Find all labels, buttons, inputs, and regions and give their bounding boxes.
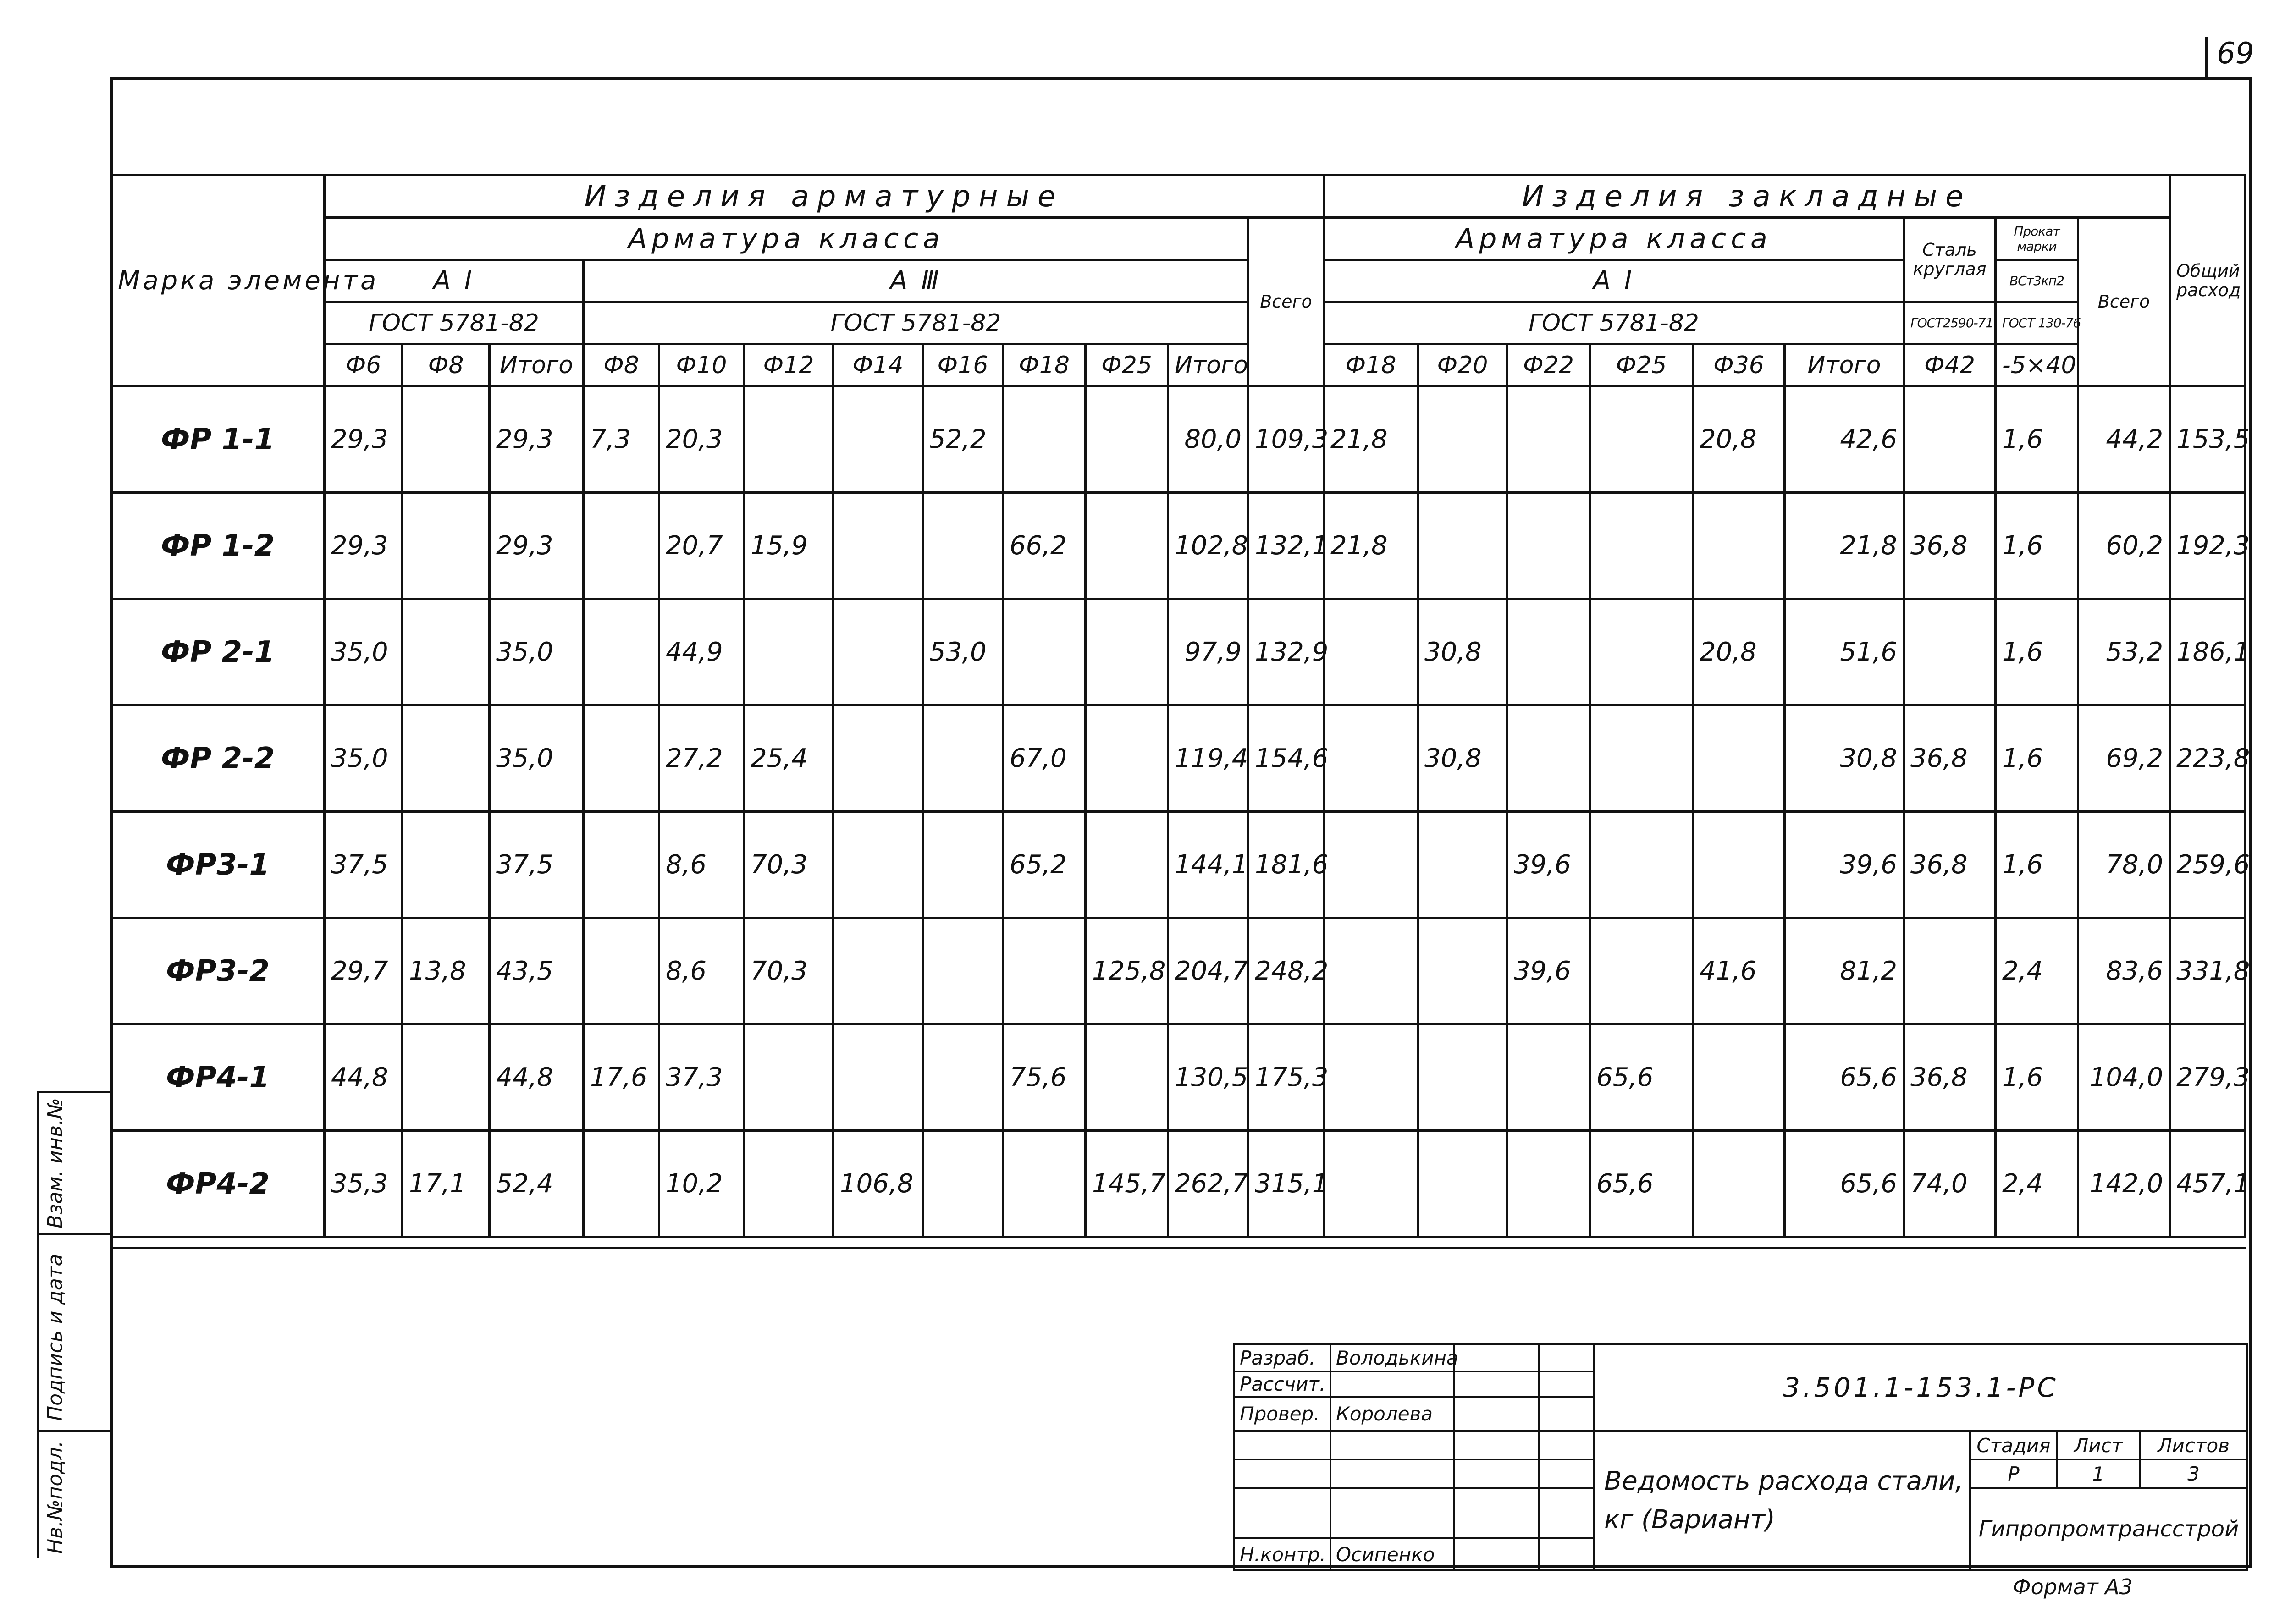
signature-cell <box>1454 1431 1539 1459</box>
element-mark: ФР4-2 <box>111 1131 325 1237</box>
value-cell: 44,2 <box>2078 386 2170 493</box>
value-cell: 109,3 <box>1248 386 1324 493</box>
value-cell <box>1693 812 1785 918</box>
value-cell: 8,6 <box>659 918 744 1024</box>
value-cell: 457,1 <box>2170 1131 2246 1237</box>
table-row <box>111 812 2246 918</box>
gost-a3: ГОСТ 5781-82 <box>584 302 1248 344</box>
element-mark: ФР 1-1 <box>111 386 325 493</box>
value-cell: 37,5 <box>325 812 403 918</box>
value-cell: 20,7 <box>659 493 744 599</box>
value-cell: 65,6 <box>1785 1131 1904 1237</box>
value-cell <box>403 1024 490 1131</box>
value-cell: 106,8 <box>833 1131 923 1237</box>
value-cell <box>1693 705 1785 812</box>
name-cell: Володькина <box>1330 1344 1454 1371</box>
value-cell: 13,8 <box>403 918 490 1024</box>
value-cell <box>1086 493 1168 599</box>
name-cell <box>1330 1431 1454 1459</box>
signature-cell <box>1454 1459 1539 1488</box>
date-cell <box>1539 1459 1594 1488</box>
value-cell <box>833 812 923 918</box>
value-cell: 52,4 <box>490 1131 584 1237</box>
value-cell <box>1590 386 1693 493</box>
value-cell: 1,6 <box>1996 705 2078 812</box>
steel-consumption-table <box>110 174 2250 1238</box>
value-cell: 80,0 <box>1168 386 1248 493</box>
value-cell: 132,1 <box>1248 493 1324 599</box>
value-cell: 51,6 <box>1785 599 1904 705</box>
diam-header: Ф8 <box>584 344 659 386</box>
value-cell <box>1904 918 1996 1024</box>
value-cell: 20,8 <box>1693 599 1785 705</box>
value-cell: 30,8 <box>1418 599 1507 705</box>
value-cell: 39,6 <box>1507 812 1590 918</box>
value-cell: 42,6 <box>1785 386 1904 493</box>
value-cell: 7,3 <box>584 386 659 493</box>
value-cell <box>1904 599 1996 705</box>
value-cell <box>1324 1024 1418 1131</box>
value-cell <box>584 493 659 599</box>
role-cell: Провер. <box>1234 1397 1330 1431</box>
element-mark: ФР 2-1 <box>111 599 325 705</box>
signature-cell <box>1454 1344 1539 1371</box>
value-cell <box>1086 386 1168 493</box>
value-cell <box>1086 1024 1168 1131</box>
embedded-class-header: Арматура класса <box>1324 218 1904 260</box>
value-cell <box>403 812 490 918</box>
value-cell <box>1418 812 1507 918</box>
value-cell: 1,6 <box>1996 386 2078 493</box>
rolled-gost: ГОСТ 130-76 <box>1996 302 2078 344</box>
value-cell <box>1418 493 1507 599</box>
diam-header: Ф16 <box>923 344 1003 386</box>
value-cell: 83,6 <box>2078 918 2170 1024</box>
value-cell: 35,0 <box>325 705 403 812</box>
value-cell: 132,9 <box>1248 599 1324 705</box>
value-cell: 175,3 <box>1248 1024 1324 1131</box>
value-cell <box>584 705 659 812</box>
value-cell: 37,5 <box>490 812 584 918</box>
value-cell: 1,6 <box>1996 599 2078 705</box>
value-cell <box>833 386 923 493</box>
table-row <box>111 386 2246 493</box>
diam-header: Ф20 <box>1418 344 1507 386</box>
name-cell <box>1330 1488 1454 1538</box>
value-cell <box>403 493 490 599</box>
original-inventory-label: Нв.№подл. <box>44 1441 67 1554</box>
name-cell <box>1330 1459 1454 1488</box>
value-cell <box>1590 493 1693 599</box>
value-cell: 192,3 <box>2170 493 2246 599</box>
value-cell <box>1086 599 1168 705</box>
value-cell <box>1324 599 1418 705</box>
signature-cell <box>1454 1371 1539 1397</box>
sheets-value: 3 <box>2140 1459 2247 1488</box>
value-cell <box>833 705 923 812</box>
value-cell <box>1693 493 1785 599</box>
value-cell: 53,0 <box>923 599 1003 705</box>
signature-cell <box>1454 1488 1539 1538</box>
value-cell: 60,2 <box>2078 493 2170 599</box>
diam-header: Ф8 <box>403 344 490 386</box>
name-cell <box>1330 1371 1454 1397</box>
value-cell <box>1086 812 1168 918</box>
value-cell: 29,3 <box>490 386 584 493</box>
date-cell <box>1539 1344 1594 1371</box>
table-row <box>111 1131 2246 1237</box>
value-cell <box>1418 1131 1507 1237</box>
value-cell <box>1507 1131 1590 1237</box>
page-number-divider <box>2205 37 2208 78</box>
value-cell <box>744 1024 833 1131</box>
round-steel-gost: ГОСТ2590-71 <box>1904 302 1996 344</box>
value-cell <box>1507 705 1590 812</box>
title-block <box>1233 1343 2248 1571</box>
element-mark: ФР 1-2 <box>111 493 325 599</box>
sheet-value: 1 <box>2057 1459 2140 1488</box>
diam-header: Ф10 <box>659 344 744 386</box>
class-a1-header: A I <box>325 260 584 302</box>
side-stamp-rule <box>37 1091 110 1093</box>
value-cell: 97,9 <box>1168 599 1248 705</box>
value-cell: 37,3 <box>659 1024 744 1131</box>
value-cell: 75,6 <box>1003 1024 1086 1131</box>
sheets-label: Листов <box>2140 1431 2247 1459</box>
value-cell: 21,8 <box>1324 493 1418 599</box>
value-cell: 36,8 <box>1904 1024 1996 1131</box>
name-cell: Королева <box>1330 1397 1454 1431</box>
date-cell <box>1539 1538 1594 1570</box>
value-cell: 248,2 <box>1248 918 1324 1024</box>
value-cell: 1,6 <box>1996 812 2078 918</box>
value-cell: 70,3 <box>744 918 833 1024</box>
value-cell: 104,0 <box>2078 1024 2170 1131</box>
value-cell: 186,1 <box>2170 599 2246 705</box>
value-cell <box>833 493 923 599</box>
value-cell <box>1003 599 1086 705</box>
value-cell: 65,2 <box>1003 812 1086 918</box>
value-cell: 27,2 <box>659 705 744 812</box>
value-cell: 29,3 <box>490 493 584 599</box>
role-cell: Рассчит. <box>1234 1371 1330 1397</box>
value-cell <box>1590 812 1693 918</box>
diam-header: Итого <box>1785 344 1904 386</box>
replaced-inventory-label: Взам. инв.№ <box>44 1098 67 1228</box>
gost-a1: ГОСТ 5781-82 <box>325 302 584 344</box>
table-row <box>111 1024 2246 1131</box>
value-cell: 125,8 <box>1086 918 1168 1024</box>
sheet-title: Ведомость расхода стали, кг (Вариант) <box>1594 1431 1970 1570</box>
value-cell: 39,6 <box>1507 918 1590 1024</box>
value-cell: 262,7 <box>1168 1131 1248 1237</box>
side-stamp-rule <box>37 1233 110 1235</box>
element-mark: ФР3-1 <box>111 812 325 918</box>
value-cell: 17,1 <box>403 1131 490 1237</box>
value-cell <box>1507 493 1590 599</box>
value-cell: 154,6 <box>1248 705 1324 812</box>
value-cell: 36,8 <box>1904 812 1996 918</box>
diam-header: Итого <box>490 344 584 386</box>
role-cell <box>1234 1431 1330 1459</box>
value-cell <box>403 599 490 705</box>
value-cell: 65,6 <box>1590 1024 1693 1131</box>
value-cell <box>1693 1131 1785 1237</box>
embedded-class-a1-header: A I <box>1324 260 1904 302</box>
diam-header: Ф12 <box>744 344 833 386</box>
diam-header: Ф25 <box>1086 344 1168 386</box>
value-cell <box>1324 812 1418 918</box>
data-rows <box>111 386 2250 1237</box>
value-cell: 142,0 <box>2078 1131 2170 1237</box>
diam-header: Ф6 <box>325 344 403 386</box>
role-cell <box>1234 1488 1330 1538</box>
diam-header: Ф22 <box>1507 344 1590 386</box>
round-steel-header: Сталь круглая <box>1904 218 1996 302</box>
value-cell: 67,0 <box>1003 705 1086 812</box>
value-cell: 36,8 <box>1904 493 1996 599</box>
table-bottom-rule <box>110 1247 2246 1249</box>
diam-header: -5×40 <box>1996 344 2078 386</box>
stage-label: Стадия <box>1970 1431 2057 1459</box>
value-cell: 53,2 <box>2078 599 2170 705</box>
value-cell <box>403 386 490 493</box>
value-cell <box>923 918 1003 1024</box>
diam-header: Ф42 <box>1904 344 1996 386</box>
value-cell <box>923 705 1003 812</box>
value-cell: 44,8 <box>325 1024 403 1131</box>
value-cell: 30,8 <box>1785 705 1904 812</box>
role-cell: Н.контр. <box>1234 1538 1330 1570</box>
side-stamp-rule <box>37 1430 110 1432</box>
value-cell: 25,4 <box>744 705 833 812</box>
value-cell <box>1590 918 1693 1024</box>
embedded-products-header: Изделия закладные <box>1324 176 2170 218</box>
value-cell: 65,6 <box>1590 1131 1693 1237</box>
table-row <box>111 705 2246 812</box>
value-cell: 52,2 <box>923 386 1003 493</box>
value-cell: 315,1 <box>1248 1131 1324 1237</box>
value-cell <box>1590 705 1693 812</box>
value-cell <box>1003 386 1086 493</box>
rolled-header: Прокат марки <box>1996 218 2078 260</box>
value-cell <box>923 812 1003 918</box>
value-cell: 331,8 <box>2170 918 2246 1024</box>
value-cell <box>584 918 659 1024</box>
value-cell: 35,0 <box>490 705 584 812</box>
value-cell <box>744 386 833 493</box>
value-cell <box>1507 386 1590 493</box>
table-row <box>111 493 2246 599</box>
side-stamp-border <box>37 1091 39 1558</box>
diam-header: Ф18 <box>1324 344 1418 386</box>
value-cell <box>584 599 659 705</box>
value-cell <box>923 493 1003 599</box>
value-cell: 35,0 <box>490 599 584 705</box>
value-cell <box>1324 1131 1418 1237</box>
value-cell: 204,7 <box>1168 918 1248 1024</box>
value-cell <box>1507 599 1590 705</box>
value-cell: 35,3 <box>325 1131 403 1237</box>
sheet-label: Лист <box>2057 1431 2140 1459</box>
value-cell: 35,0 <box>325 599 403 705</box>
value-cell: 17,6 <box>584 1024 659 1131</box>
value-cell <box>584 812 659 918</box>
value-cell: 44,9 <box>659 599 744 705</box>
value-cell: 20,3 <box>659 386 744 493</box>
role-cell <box>1234 1459 1330 1488</box>
element-mark: ФР3-2 <box>111 918 325 1024</box>
element-mark: ФР4-1 <box>111 1024 325 1131</box>
date-cell <box>1539 1488 1594 1538</box>
date-cell <box>1539 1371 1594 1397</box>
value-cell: 8,6 <box>659 812 744 918</box>
value-cell: 259,6 <box>2170 812 2246 918</box>
date-cell <box>1539 1431 1594 1459</box>
value-cell: 279,3 <box>2170 1024 2246 1131</box>
rebar-class-header: Арматура класса <box>325 218 1248 260</box>
element-mark: ФР 2-2 <box>111 705 325 812</box>
value-cell: 15,9 <box>744 493 833 599</box>
value-cell: 1,6 <box>1996 493 2078 599</box>
diam-header: Ф25 <box>1590 344 1693 386</box>
role-cell: Разраб. <box>1234 1344 1330 1371</box>
side-stamp <box>37 1091 110 1558</box>
value-cell <box>584 1131 659 1237</box>
rolled-grade: ВСт3кп2 <box>1996 260 2078 302</box>
value-cell: 1,6 <box>1996 1024 2078 1131</box>
gost-embedded: ГОСТ 5781-82 <box>1324 302 1904 344</box>
value-cell: 66,2 <box>1003 493 1086 599</box>
rebar-products-header: Изделия арматурные <box>325 176 1324 218</box>
value-cell <box>1418 1024 1507 1131</box>
diam-header: Итого <box>1168 344 1248 386</box>
value-cell <box>1418 386 1507 493</box>
value-cell: 223,8 <box>2170 705 2246 812</box>
overall-header: Общий расход <box>2170 176 2246 386</box>
signature-date-label: Подпись и дата <box>44 1254 67 1421</box>
page-number: 69 <box>2217 37 2254 71</box>
value-cell: 41,6 <box>1693 918 1785 1024</box>
value-cell: 69,2 <box>2078 705 2170 812</box>
diam-header: Ф14 <box>833 344 923 386</box>
diam-header: Ф18 <box>1003 344 1086 386</box>
organization: Гипропромтрансстрой <box>1970 1488 2247 1570</box>
value-cell: 29,3 <box>325 386 403 493</box>
value-cell: 30,8 <box>1418 705 1507 812</box>
diam-header: Ф36 <box>1693 344 1785 386</box>
value-cell <box>1324 918 1418 1024</box>
value-cell: 74,0 <box>1904 1131 1996 1237</box>
date-cell <box>1539 1397 1594 1431</box>
value-cell <box>833 918 923 1024</box>
name-cell: Осипенко <box>1330 1538 1454 1570</box>
value-cell <box>1324 705 1418 812</box>
mark-header: Марка элемента <box>111 176 325 386</box>
value-cell: 70,3 <box>744 812 833 918</box>
value-cell <box>744 1131 833 1237</box>
value-cell: 21,8 <box>1785 493 1904 599</box>
value-cell: 39,6 <box>1785 812 1904 918</box>
value-cell: 29,3 <box>325 493 403 599</box>
value-cell <box>1507 1024 1590 1131</box>
value-cell: 44,8 <box>490 1024 584 1131</box>
value-cell <box>1418 918 1507 1024</box>
value-cell: 2,4 <box>1996 918 2078 1024</box>
value-cell: 65,6 <box>1785 1024 1904 1131</box>
value-cell: 29,7 <box>325 918 403 1024</box>
value-cell: 144,1 <box>1168 812 1248 918</box>
signature-cell <box>1454 1538 1539 1570</box>
value-cell: 153,5 <box>2170 386 2246 493</box>
value-cell: 21,8 <box>1324 386 1418 493</box>
value-cell <box>923 1024 1003 1131</box>
value-cell: 130,5 <box>1168 1024 1248 1131</box>
stage-value: Р <box>1970 1459 2057 1488</box>
value-cell <box>1693 1024 1785 1131</box>
value-cell <box>1904 386 1996 493</box>
value-cell: 78,0 <box>2078 812 2170 918</box>
document-code: 3.501.1-153.1-РС <box>1594 1344 2247 1431</box>
value-cell: 43,5 <box>490 918 584 1024</box>
value-cell: 102,8 <box>1168 493 1248 599</box>
value-cell <box>833 599 923 705</box>
value-cell <box>1003 918 1086 1024</box>
value-cell: 119,4 <box>1168 705 1248 812</box>
value-cell: 81,2 <box>1785 918 1904 1024</box>
value-cell <box>833 1024 923 1131</box>
signature-cell <box>1454 1397 1539 1431</box>
class-a3-header: A Ⅲ <box>584 260 1248 302</box>
table-row <box>111 599 2246 705</box>
value-cell <box>923 1131 1003 1237</box>
value-cell: 20,8 <box>1693 386 1785 493</box>
table-row <box>111 918 2246 1024</box>
value-cell: 2,4 <box>1996 1131 2078 1237</box>
value-cell: 10,2 <box>659 1131 744 1237</box>
value-cell <box>1590 599 1693 705</box>
value-cell: 181,6 <box>1248 812 1324 918</box>
value-cell: 36,8 <box>1904 705 1996 812</box>
value-cell <box>744 599 833 705</box>
value-cell <box>1003 1131 1086 1237</box>
embedded-total-header: Всего <box>2078 218 2170 386</box>
format-label: Формат А3 <box>2013 1574 2133 1599</box>
value-cell: 145,7 <box>1086 1131 1168 1237</box>
value-cell <box>1086 705 1168 812</box>
value-cell <box>403 705 490 812</box>
rebar-total-header: Всего <box>1248 218 1324 386</box>
